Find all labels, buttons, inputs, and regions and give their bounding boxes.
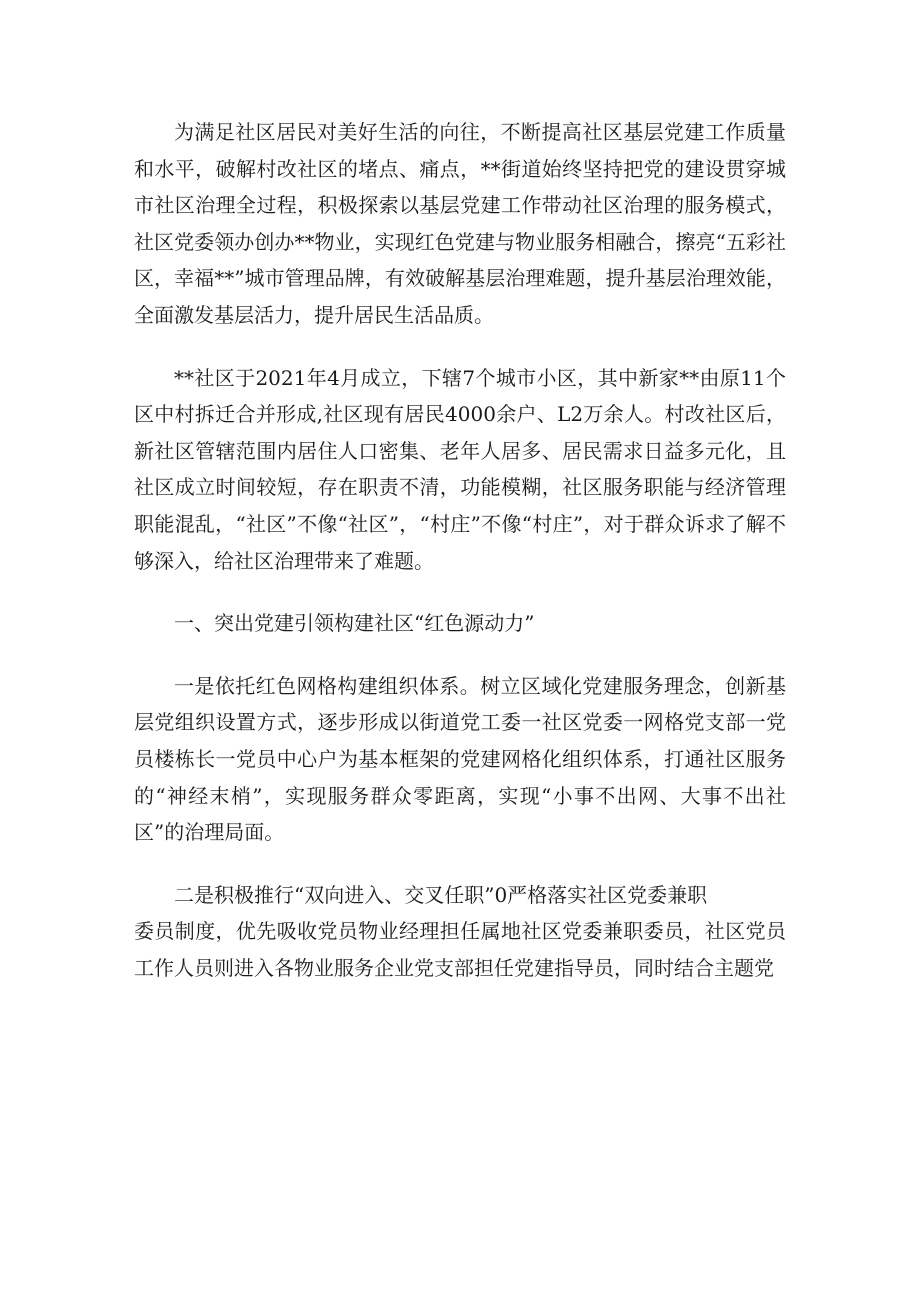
document-body [134, 114, 786, 986]
paragraph-two-way-rest: 委员制度，优先吸收党员物业经理担任属地社区党委兼职委员，社区党员工作人员则进入各物业服务企业党支部担任党建指导员，同时结合主题党 [134, 919, 786, 980]
paragraph-background: **社区于2021年4月成立，下辖7个城市小区，其中新家**由原11个区中村拆迁合并形成,社区现有居民4000余户、L2万余人。村改社区后，新社区管辖范围内居住人口密集、老年人居多、居民需求日益多元化，且社区成立时间较短，存在职责不清，功能模糊，社区服务职能与经济管理职能混乱，“社区”不像“社区”，“村庄”不像“村庄”，对于群众诉求了解不够深入，给社区治理带来了难题。 [134, 365, 786, 573]
section-heading-1: 一、突出党建引领构建社区“红色源动力” [174, 611, 535, 636]
paragraph-two-way-line-1: 二是积极推行“双向进入、交叉任职”0严格落实社区党委兼职 [174, 882, 708, 907]
paragraph-intro: 为满足社区居民对美好生活的向往，不断提高社区基层党建工作质量和水平，破解村改社区的堵点、痛点，**街道始终坚持把党的建设贯穿城市社区治理全过程，积极探索以基层党建工作带动社区治理的服务模式，社区党委领办创办**物业，实现红色党建与物业服务相融合，擦亮“五彩社区，幸福**”城市管理品牌，有效破解基层治理难题，提升基层治理效能，全面激发基层活力，提升居民生活品质。 [134, 120, 786, 327]
paragraph-red-grid: 一是依托红色网格构建组织体系。树立区域化党建服务理念，创新基层党组织设置方式，逐步形成以街道党工委一社区党委一网格党支部一党员楼栋长一党员中心户为基本框架的党建网格化组织体系，打通社区服务的“神经末梢”，实现服务群众零距离，实现“小事不出网、大事不出社区”的治理局面。 [134, 673, 786, 845]
